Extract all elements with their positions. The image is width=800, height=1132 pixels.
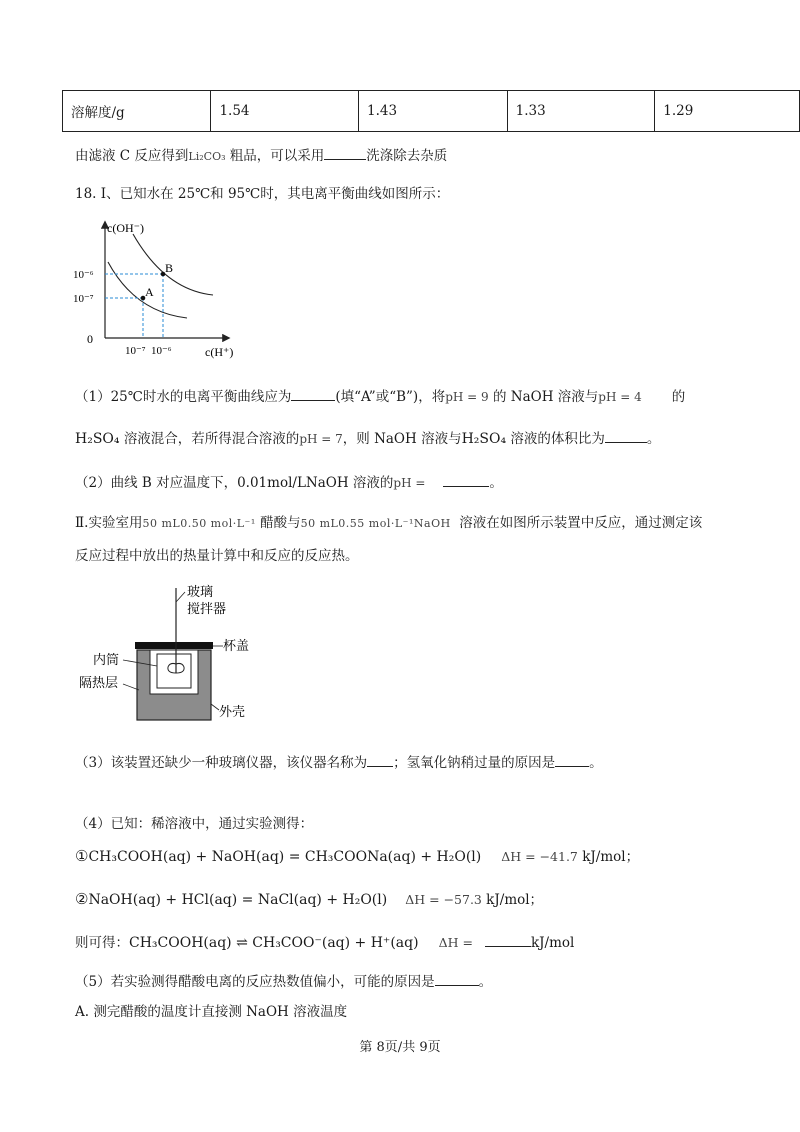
x-tick: 10⁻⁶ <box>151 345 172 357</box>
answer-blank[interactable] <box>324 145 366 160</box>
x-tick: 10⁻⁷ <box>125 345 146 357</box>
q18-part5: （5）若实验测得醋酸电离的反应热数值偏小，可能的原因是 。 <box>75 971 492 992</box>
q17-tail-line: 由滤液 C 反应得到Li₂CO₃ 粗品，可以采用 洗涤除去杂质 <box>75 145 447 167</box>
table-cell-label: 溶解度/g <box>63 91 211 132</box>
table-row <box>63 91 800 132</box>
table-cell: 1.54 <box>211 91 359 132</box>
table-cell: 1.29 <box>655 91 800 132</box>
table-cell: 1.43 <box>359 91 508 132</box>
answer-blank[interactable] <box>605 428 647 443</box>
label-stirrer-2: 搅拌器 <box>187 601 227 616</box>
y-axis-label: c(OH⁻) <box>107 221 144 235</box>
y-tick: 10⁻⁶ <box>73 269 94 281</box>
ionization-curve-chart <box>65 212 255 362</box>
equation-2: ②NaOH(aq) + HCl(aq) = NaCl(aq) + H₂O(l) ΔH = −57.3 kJ/mol； <box>75 890 544 908</box>
q18-intro: 18. Ⅰ、已知水在 25℃和 95℃时，其电离平衡曲线如图所示： <box>75 186 450 202</box>
q18-part-ii-line1: Ⅱ.实验室用50 mL0.50 mol·L⁻¹ 醋酸与50 mL0.55 mol·L⁻¹NaOH 溶液在如图所示装置中反应，通过测定该 <box>75 515 703 531</box>
point-a-label: A <box>145 285 154 299</box>
origin-label: 0 <box>87 332 93 346</box>
table-cell: 1.33 <box>507 91 655 132</box>
q18-part4-intro: （4）已知：稀溶液中，通过实验测得： <box>75 816 314 832</box>
answer-blank[interactable] <box>443 472 489 487</box>
q18-part2: （2）曲线 B 对应温度下，0.01mol/LNaOH 溶液的pH = 。 <box>75 472 503 493</box>
answer-blank[interactable] <box>485 932 531 947</box>
label-shell: 外壳 <box>219 704 246 719</box>
solubility-table <box>62 90 800 132</box>
label-insulation: 隔热层 <box>79 675 119 690</box>
option-a: A. 测完醋酸的温度计直接测 NaOH 溶液温度 <box>75 1004 348 1020</box>
calorimeter-diagram <box>75 580 275 730</box>
q18-part1-line1: （1）25℃时水的电离平衡曲线应为 (填“A”或“B”)，将pH = 9 的 NaOH 溶液与pH = 4 的 <box>75 386 685 407</box>
q18-part3: （3）该装置还缺少一种玻璃仪器，该仪器名称为 ；氢氧化钠稍过量的原因是 。 <box>75 752 603 773</box>
point-b-label: B <box>165 261 174 275</box>
answer-blank[interactable] <box>291 386 335 401</box>
inner-cup <box>157 654 191 688</box>
label-lid: 杯盖 <box>223 638 250 653</box>
page-footer: 第 8页/共 9页 <box>359 1040 441 1055</box>
equation-3: 则可得：CH₃COOH(aq) ⇌ CH₃COO⁻(aq) + H⁺(aq) ΔH = kJ/mol <box>75 932 574 953</box>
lid <box>135 642 213 649</box>
equation-1: ①CH₃COOH(aq) + NaOH(aq) = CH₃COONa(aq) + H₂O(l) ΔH = −41.7 kJ/mol； <box>75 847 640 865</box>
answer-blank[interactable] <box>435 971 479 986</box>
formula-li2co3: Li₂CO₃ <box>188 150 226 163</box>
x-axis-label: c(H⁺) <box>205 345 234 359</box>
q18-part-ii-line2: 反应过程中放出的热量计算中和反应的反应热。 <box>75 548 359 564</box>
q18-part1-line2: H₂SO₄ 溶液混合，若所得混合溶液的pH = 7，则 NaOH 溶液与H₂SO₄ 溶液的体积比为 。 <box>75 428 660 449</box>
y-tick: 10⁻⁷ <box>73 293 94 305</box>
answer-blank[interactable] <box>555 752 589 767</box>
answer-blank[interactable] <box>367 752 393 767</box>
label-inner: 内筒 <box>93 652 120 667</box>
label-stirrer-1: 玻璃 <box>187 584 214 599</box>
